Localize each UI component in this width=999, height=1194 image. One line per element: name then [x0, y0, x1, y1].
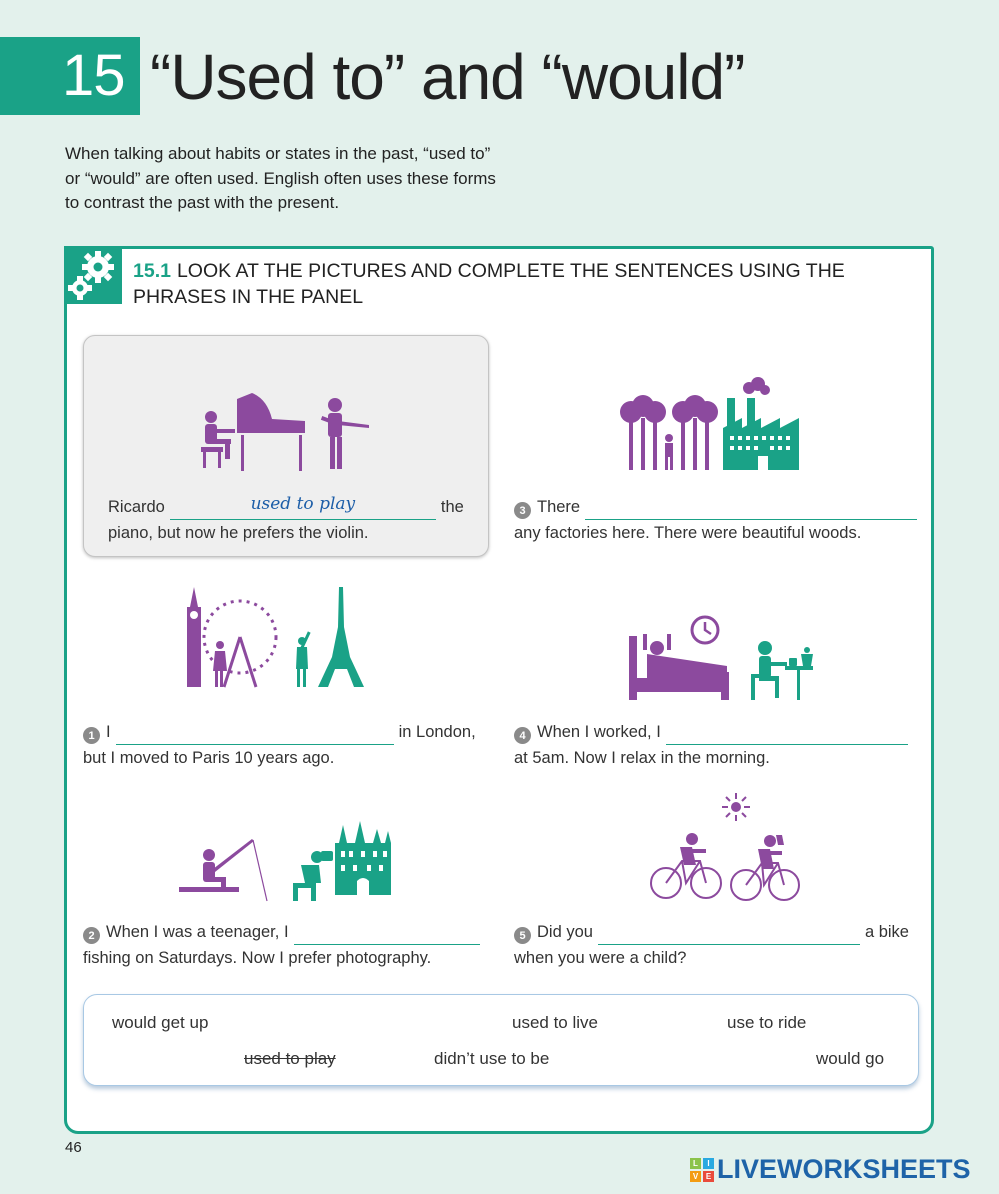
logo-letter-e: E: [703, 1171, 714, 1182]
example-blank: [170, 494, 436, 520]
example-before: Ricardo: [108, 498, 165, 516]
question-3-line2: any factories here. There were beautiful woods.: [514, 524, 862, 542]
question-2-before: When I was a teenager, I: [106, 923, 289, 941]
example-line2: piano, but now he prefers the violin.: [108, 524, 369, 542]
liveworksheets-brand-text: LIVEWORKSHEETS: [717, 1154, 971, 1184]
question-3-blank[interactable]: [585, 500, 917, 520]
question-2-blank[interactable]: [294, 925, 480, 945]
example-after: the: [440, 498, 464, 516]
logo-letter-v: V: [690, 1171, 701, 1182]
question-1-line2: but I moved to Paris 10 years ago.: [83, 749, 335, 767]
phrase-panel: [83, 994, 919, 1086]
question-3-before: There: [537, 498, 581, 516]
intro-text: When talking about habits or states in the past, “used to” or “would” are often used. English often uses these forms to contrast the past with the present.: [65, 144, 496, 212]
example-answer: used to play: [250, 494, 356, 514]
bed-breakfast-illustration: [627, 614, 817, 709]
question-4: [514, 719, 913, 771]
question-5-before: Did you: [537, 923, 593, 941]
question-3-number: 3: [514, 502, 531, 519]
question-3: [514, 494, 922, 546]
trees-factory-illustration: [617, 374, 812, 479]
exercise-instruction: LOOK AT THE PICTURES AND COMPLETE THE SENTENCES USING THE PHRASES IN THE PANEL: [133, 260, 845, 308]
question-1-before: I: [106, 723, 111, 741]
logo-letter-l: L: [690, 1158, 701, 1169]
liveworksheets-logo-icon: [690, 1158, 714, 1182]
phrase-would-go: would go: [816, 1049, 885, 1068]
question-4-number: 4: [514, 727, 531, 744]
phrase-used-to-live: used to live: [512, 1013, 598, 1032]
piano-violin-illustration: [197, 389, 377, 484]
phrase-used-to-play-crossed: used to play: [244, 1049, 336, 1068]
question-1-blank[interactable]: [116, 725, 394, 745]
question-4-line2: at 5am. Now I relax in the morning.: [514, 749, 770, 767]
unit-title: “Used to” and “would”: [150, 41, 745, 113]
cycling-illustration: [650, 791, 800, 908]
question-5-number: 5: [514, 927, 531, 944]
phrase-use-to-ride: use to ride: [727, 1013, 807, 1032]
question-1: [83, 719, 476, 771]
unit-number-badge: 15: [0, 37, 140, 115]
question-4-blank[interactable]: [666, 725, 908, 745]
fishing-photography-illustration: [177, 821, 397, 908]
exercise-number: 15.1: [133, 260, 171, 282]
london-paris-illustration: [182, 587, 372, 697]
question-1-number: 1: [83, 727, 100, 744]
phrase-didnt-use-to-be: didn’t use to be: [434, 1049, 550, 1068]
question-2-line2: fishing on Saturdays. Now I prefer photography.: [83, 949, 432, 967]
question-4-before: When I worked, I: [537, 723, 661, 741]
question-5: [514, 919, 909, 971]
question-1-after: in London,: [398, 723, 476, 741]
exercise-heading: [133, 258, 893, 310]
example-sentence: [108, 494, 464, 546]
question-2-number: 2: [83, 927, 100, 944]
question-5-blank[interactable]: [598, 925, 860, 945]
logo-letter-i: I: [703, 1158, 714, 1169]
question-5-after: a bike: [864, 923, 909, 941]
liveworksheets-logo[interactable]: [690, 1154, 971, 1185]
gears-icon: [64, 246, 122, 304]
question-2: [83, 919, 485, 971]
exercise-box: [64, 246, 934, 1134]
page-number: 46: [65, 1139, 82, 1156]
phrase-would-get-up: would get up: [112, 1013, 209, 1032]
question-5-line2: when you were a child?: [514, 949, 687, 967]
